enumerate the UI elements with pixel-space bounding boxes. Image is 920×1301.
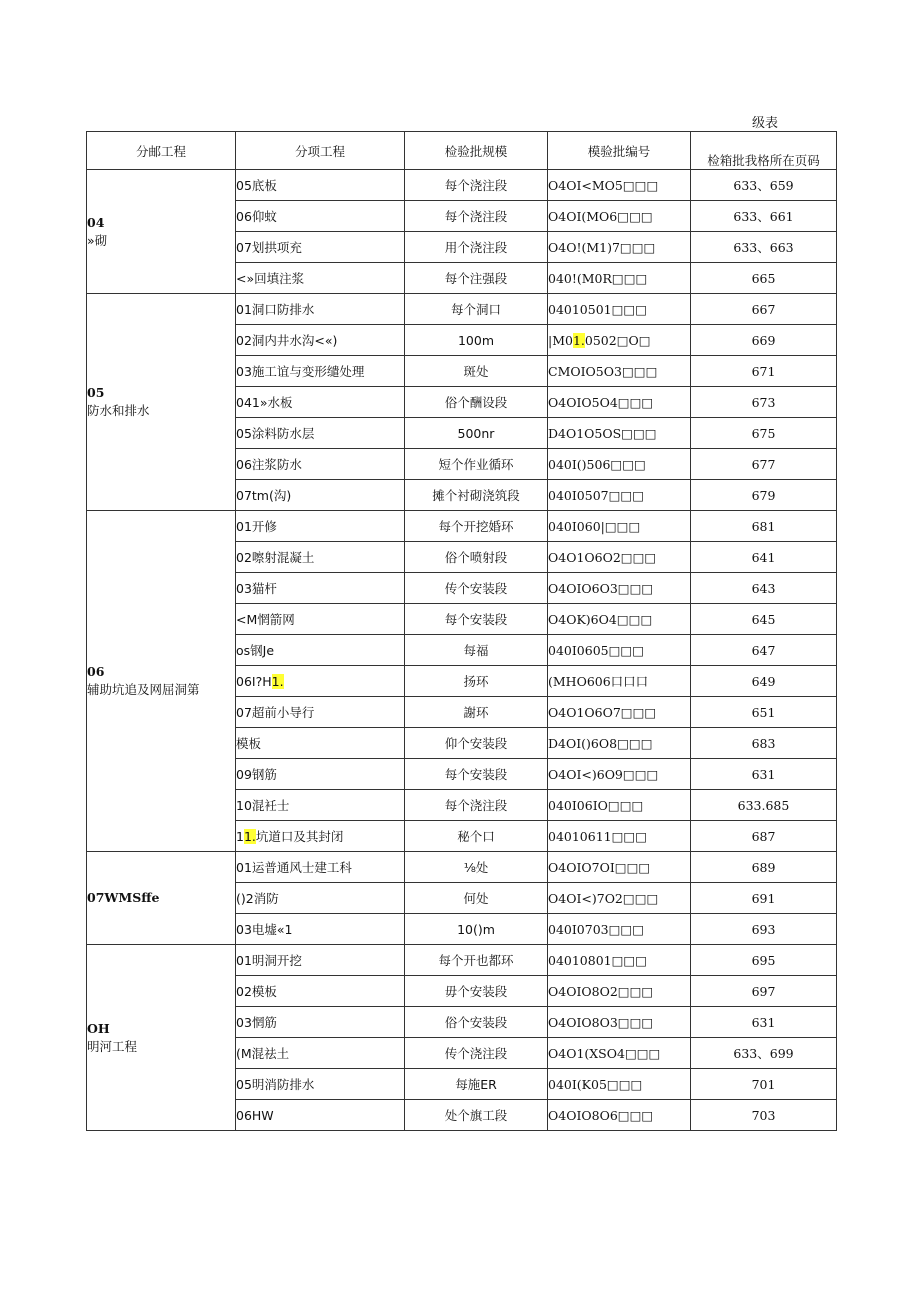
subitem-cell: 02模板 <box>236 976 405 1007</box>
subitem-cell: 03施工谊与变形缱处理 <box>236 356 405 387</box>
batch-code-cell: 040!(M0R□□□ <box>548 263 691 294</box>
table-row <box>87 170 837 201</box>
page-number-cell: 681 <box>691 511 837 542</box>
batch-code-cell: 04010611□□□ <box>548 821 691 852</box>
subitem-cell: 03惘筋 <box>236 1007 405 1038</box>
division-cell <box>87 294 236 511</box>
page-number-cell: 673 <box>691 387 837 418</box>
scale-cell: 传个安装段 <box>405 573 548 604</box>
header-page: 检箱批我格所在页码 <box>691 132 837 170</box>
page-number-cell: 703 <box>691 1100 837 1131</box>
page-number-cell: 669 <box>691 325 837 356</box>
batch-code-cell: (MHO606口口口 <box>548 666 691 697</box>
page-number-cell: 649 <box>691 666 837 697</box>
scale-cell: 摊个衬砌浇筑段 <box>405 480 548 511</box>
table-row <box>87 945 837 976</box>
scale-cell: 10()m <box>405 914 548 945</box>
page-number-cell: 633、661 <box>691 201 837 232</box>
page-number-cell: 691 <box>691 883 837 914</box>
scale-cell: 仰个安装段 <box>405 728 548 759</box>
scale-cell: 处个旗工段 <box>405 1100 548 1131</box>
subitem-cell: <»回填注浆 <box>236 263 405 294</box>
page-number-cell: 647 <box>691 635 837 666</box>
batch-code-cell: D4O1O5OS□□□ <box>548 418 691 449</box>
page-number-cell: 633、663 <box>691 232 837 263</box>
batch-code-cell: CMOIO5O3□□□ <box>548 356 691 387</box>
scale-cell: 100m <box>405 325 548 356</box>
scale-cell: 俗个安装段 <box>405 1007 548 1038</box>
table-row <box>87 294 837 325</box>
scale-cell: 每个安装段 <box>405 604 548 635</box>
subitem-cell: <M惘箭网 <box>236 604 405 635</box>
batch-code-cell: O4OIO8O6□□□ <box>548 1100 691 1131</box>
scale-cell: 每个安装段 <box>405 759 548 790</box>
scale-cell: 俗个酬设段 <box>405 387 548 418</box>
page-number-cell: 677 <box>691 449 837 480</box>
page-number-cell: 631 <box>691 759 837 790</box>
batch-code-cell: O4OIO8O3□□□ <box>548 1007 691 1038</box>
page-number-cell: 697 <box>691 976 837 1007</box>
batch-code-cell: 040I060|□□□ <box>548 511 691 542</box>
scale-cell: 毋个安装段 <box>405 976 548 1007</box>
scale-cell: 俗个喷射段 <box>405 542 548 573</box>
header-scale: 检验批规模 <box>405 132 548 170</box>
subitem-cell: 06HW <box>236 1100 405 1131</box>
header-division: 分邮工程 <box>87 132 236 170</box>
page-number-cell: 633、659 <box>691 170 837 201</box>
subitem-cell: 02洞内井水沟<«) <box>236 325 405 356</box>
subitem-cell: os钢Je <box>236 635 405 666</box>
scale-cell: 每个浇注段 <box>405 790 548 821</box>
subitem-cell: 01明洞开挖 <box>236 945 405 976</box>
page-number-cell: 701 <box>691 1069 837 1100</box>
batch-code-cell: |M01.0502□O□ <box>548 325 691 356</box>
batch-code-cell: O4OI<)7O2□□□ <box>548 883 691 914</box>
subitem-cell: 06注浆防水 <box>236 449 405 480</box>
division-name: 明河工程 <box>87 1038 138 1054</box>
subitem-cell: 041»水板 <box>236 387 405 418</box>
batch-code-cell: O4O!(M1)7□□□ <box>548 232 691 263</box>
subitem-cell: 03电墟«1 <box>236 914 405 945</box>
batch-code-cell: O4OI<MO5□□□ <box>548 170 691 201</box>
page-number-cell: 671 <box>691 356 837 387</box>
division-cell <box>87 852 236 945</box>
subitem-cell: 03猫杆 <box>236 573 405 604</box>
batch-code-cell: O4O1(XSO4□□□ <box>548 1038 691 1069</box>
scale-cell: 秘个口 <box>405 821 548 852</box>
page-number-cell: 679 <box>691 480 837 511</box>
batch-code-cell: O4OIO5O4□□□ <box>548 387 691 418</box>
batch-code-cell: 04010501□□□ <box>548 294 691 325</box>
page-number-cell: 645 <box>691 604 837 635</box>
page-number-cell: 667 <box>691 294 837 325</box>
scale-cell: 500nr <box>405 418 548 449</box>
batch-code-cell: 040I()506□□□ <box>548 449 691 480</box>
division-name: 辅助坑追及网屈洞第 <box>87 682 200 697</box>
header-code: 模验批编号 <box>548 132 691 170</box>
division-code: OH <box>87 1020 110 1036</box>
division-cell <box>87 170 236 294</box>
subitem-cell: 11.坑道口及其封闭 <box>236 821 405 852</box>
division-cell <box>87 511 236 852</box>
scale-cell: 謝环 <box>405 697 548 728</box>
table-header-row <box>87 132 837 170</box>
scale-cell: 传个浇注段 <box>405 1038 548 1069</box>
subitem-cell: 01运普通风士建工科 <box>236 852 405 883</box>
subitem-cell: 模板 <box>236 728 405 759</box>
division-name: »砌 <box>87 232 108 248</box>
page-number-cell: 665 <box>691 263 837 294</box>
batch-code-cell: 040I0507□□□ <box>548 480 691 511</box>
scale-cell: 扬环 <box>405 666 548 697</box>
scale-cell: 何处 <box>405 883 548 914</box>
table-body <box>87 170 837 1131</box>
page-number-cell: 641 <box>691 542 837 573</box>
page-number-cell: 675 <box>691 418 837 449</box>
page-number-cell: 633、699 <box>691 1038 837 1069</box>
subitem-cell: ()2消防 <box>236 883 405 914</box>
subitem-cell: 09钢筋 <box>236 759 405 790</box>
inspection-batch-table <box>86 131 837 1131</box>
subitem-cell: 05底板 <box>236 170 405 201</box>
subitem-cell: 02嚓射混凝土 <box>236 542 405 573</box>
scale-cell: 每个浇注段 <box>405 170 548 201</box>
scale-cell: 每个开挖婚环 <box>405 511 548 542</box>
scale-cell: 用个浇注段 <box>405 232 548 263</box>
batch-code-cell: O4OIO6O3□□□ <box>548 573 691 604</box>
division-cell <box>87 945 236 1131</box>
subitem-cell: (M混祛土 <box>236 1038 405 1069</box>
scale-cell: 每个浇注段 <box>405 201 548 232</box>
batch-code-cell: D4OI()6O8□□□ <box>548 728 691 759</box>
subitem-cell: 05明消防排水 <box>236 1069 405 1100</box>
scale-cell: 每个洞口 <box>405 294 548 325</box>
table-row <box>87 852 837 883</box>
batch-code-cell: 04010801□□□ <box>548 945 691 976</box>
batch-code-cell: 040I0703□□□ <box>548 914 691 945</box>
scale-cell: 每施ER <box>405 1069 548 1100</box>
subitem-cell: 01开修 <box>236 511 405 542</box>
table-row <box>87 511 837 542</box>
subitem-cell: 07划拱项充 <box>236 232 405 263</box>
page-number-cell: 651 <box>691 697 837 728</box>
subitem-cell: 06I?H1. <box>236 666 405 697</box>
subitem-cell: 01洞口防排水 <box>236 294 405 325</box>
header-subitem: 分项工程 <box>236 132 405 170</box>
division-code: 06 <box>87 664 105 679</box>
batch-code-cell: 040I(K05□□□ <box>548 1069 691 1100</box>
division-code: 05 <box>87 385 105 400</box>
batch-code-cell: O4OIO7OI□□□ <box>548 852 691 883</box>
division-code: 04 <box>87 214 105 230</box>
page-number-cell: 631 <box>691 1007 837 1038</box>
page-number-cell: 693 <box>691 914 837 945</box>
table-caption: 级表 <box>752 116 779 131</box>
scale-cell: 每个开也都环 <box>405 945 548 976</box>
page-number-cell: 689 <box>691 852 837 883</box>
scale-cell: 每个注强段 <box>405 263 548 294</box>
batch-code-cell: O4OI(MO6□□□ <box>548 201 691 232</box>
subitem-cell: 06仰蚊 <box>236 201 405 232</box>
division-code: 07WMSffe <box>87 890 160 905</box>
batch-code-cell: O4O1O6O2□□□ <box>548 542 691 573</box>
subitem-cell: 10混衽士 <box>236 790 405 821</box>
page-number-cell: 643 <box>691 573 837 604</box>
batch-code-cell: O4OIO8O2□□□ <box>548 976 691 1007</box>
scale-cell: 短个作业循环 <box>405 449 548 480</box>
scale-cell: 每福 <box>405 635 548 666</box>
scale-cell: ⅛处 <box>405 852 548 883</box>
page-number-cell: 687 <box>691 821 837 852</box>
page-number-cell: 633.685 <box>691 790 837 821</box>
page-number-cell: 695 <box>691 945 837 976</box>
division-name: 防水和排水 <box>87 403 150 418</box>
subitem-cell: 05涂料防水层 <box>236 418 405 449</box>
batch-code-cell: O4OK)6O4□□□ <box>548 604 691 635</box>
batch-code-cell: 040I06IO□□□ <box>548 790 691 821</box>
batch-code-cell: O4OI<)6O9□□□ <box>548 759 691 790</box>
subitem-cell: 07tm(沟) <box>236 480 405 511</box>
subitem-cell: 07超前小导行 <box>236 697 405 728</box>
batch-code-cell: 040I0605□□□ <box>548 635 691 666</box>
page-number-cell: 683 <box>691 728 837 759</box>
batch-code-cell: O4O1O6O7□□□ <box>548 697 691 728</box>
scale-cell: 斑处 <box>405 356 548 387</box>
